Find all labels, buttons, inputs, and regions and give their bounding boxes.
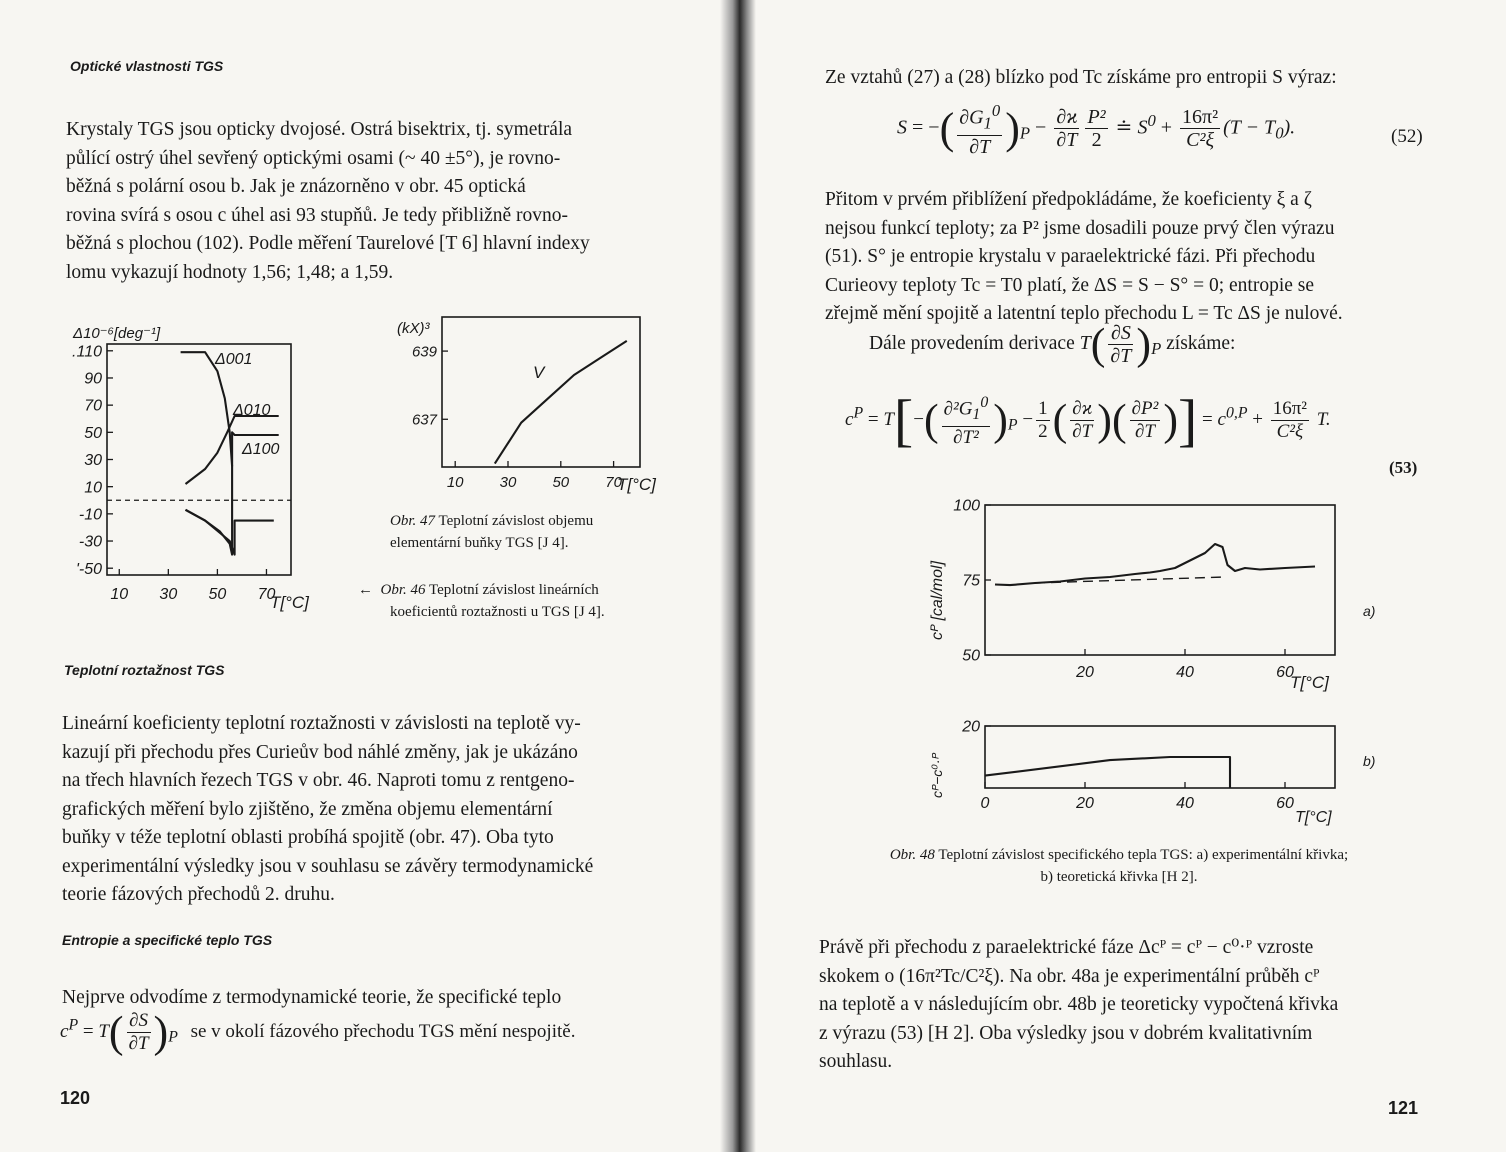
y-tick-label: 75 xyxy=(962,572,980,590)
paragraph-specific-heat xyxy=(819,934,1419,1077)
plot-frame xyxy=(107,344,291,575)
text-line: na teplotě a v následujícím obr. 48b je teoreticky vypočtená křivka xyxy=(819,994,1339,1015)
text-line: teorie fázových přechodů 2. druhu. xyxy=(62,884,335,905)
text-line: Právě při přechodu z paraelektrické fáze Δcᴾ = cᴾ − c⁰·ᴾ vzroste xyxy=(819,937,1314,958)
x-tick-label: 10 xyxy=(446,474,464,491)
caption-obr46 xyxy=(358,579,605,623)
x-tick-label: 50 xyxy=(552,474,570,491)
caption-number: Obr. 47 xyxy=(390,513,436,529)
chart-obr47 xyxy=(385,300,665,500)
intro-line: Ze vztahů (27) a (28) blízko pod Tc získáme pro entropii S výraz: xyxy=(825,67,1337,88)
chart47-xlabel: T[°C] xyxy=(617,475,656,494)
y-tick-label: 30 xyxy=(84,452,102,470)
equation-52: S = −( $\frac{\partial G_1^0}{\partial T}$ )$_P$ − $\frac{\partial ϰ}{\partial T}$ $\frac{\text{P²}}{2}$ ≐ $S^0$ + $\frac{\text{16π²}}{\text{C²ξ}}$ $(T - T_0)$. xyxy=(897,101,1296,158)
y-tick-label: '-50 xyxy=(75,560,102,578)
right-page xyxy=(735,0,1506,1152)
caption-text: Teplotní závislost objemu xyxy=(438,513,594,529)
chart48b-xlabel: T[°C] xyxy=(1295,809,1332,826)
text-line: běžná s polární osou b. Jak je znázorněno v obr. 45 optická xyxy=(66,176,526,197)
paragraph-entropy-assumptions xyxy=(825,186,1419,329)
chart46-ylabel: Δ10⁻⁶[deg⁻¹] xyxy=(73,325,161,342)
text-line: Nejprve odvodíme z termodynamické teorie, že specifické teplo xyxy=(62,987,562,1008)
text-line: zřejmě mění spojitě a latentní teplo přechodu L = Tc ΔS je nulové. xyxy=(825,303,1343,324)
chart-obr48b xyxy=(875,712,1395,832)
chart-obr46 xyxy=(55,300,355,620)
text-line: (51). S° je entropie krystalu v paraelektrické fázi. Při přechodu xyxy=(825,246,1316,267)
equation-number-52: (52) xyxy=(1391,126,1423,147)
series-label: V xyxy=(533,363,545,382)
y-tick-label: 50 xyxy=(962,647,980,665)
text-line: grafických měření bylo zjištěno, že změna objemu elementární xyxy=(62,798,553,820)
text-line: buňky v téže teplotní oblasti probíhá spojitě (obr. 47). Oba tyto xyxy=(62,827,554,848)
equation-number-53: (53) xyxy=(1389,458,1418,477)
text-line: nejsou funkcí teploty; za P² jsme dosadili pouze prvý člen výrazu xyxy=(825,217,1335,239)
running-head: Optické vlastnosti TGS xyxy=(70,58,224,74)
text-line: skokem o (16π²Tc/C²ξ). Na obr. 48a je experimentální průběh cᴾ xyxy=(819,965,1320,987)
derivace-line: Dále provedením derivace T( $\frac{\partial S}{\partial T}$ )$_P$ získáme: xyxy=(869,319,1236,369)
y-tick-label: 10 xyxy=(84,479,102,497)
x-tick-label: 70 xyxy=(257,586,276,603)
text-line: z výrazu (53) [H 2]. Oba výsledky jsou v dobrém kvalitativním xyxy=(819,1022,1313,1044)
y-tick-label: 637 xyxy=(411,411,437,429)
y-tick-label: 90 xyxy=(84,370,102,388)
text-line: Curieovy teploty Tc = T0 platí, že ΔS = S − S° = 0; entropie se xyxy=(825,274,1315,296)
text-line: lomu vykazují hodnoty 1,56; 1,48; a 1,59. xyxy=(66,261,394,283)
caption-obr47 xyxy=(390,510,593,554)
series-label: Δ001 xyxy=(215,351,253,368)
chart48a-panel-label: a) xyxy=(1363,603,1376,619)
chart48b-panel-label: b) xyxy=(1363,753,1376,769)
y-tick-label: 639 xyxy=(411,343,437,361)
x-tick-label: 30 xyxy=(499,474,517,491)
x-tick-label: 70 xyxy=(605,474,622,491)
x-tick-label: 10 xyxy=(110,586,129,603)
caption-obr48 xyxy=(819,844,1419,888)
paragraph-optical xyxy=(66,116,664,287)
x-tick-label: 60 xyxy=(1276,664,1294,681)
caption-text: Teplotní závislost lineárních xyxy=(429,582,599,598)
text-line: Krystaly TGS jsou opticky dvojosé. Ostrá bisektrix, tj. symetrála xyxy=(66,119,573,140)
y-tick-label: -30 xyxy=(78,533,102,551)
series-line-Δ001 xyxy=(181,352,233,466)
text-line: Dále provedením derivace xyxy=(869,333,1075,355)
page-number: 120 xyxy=(60,1088,91,1108)
equation-cp-definition: $c^P = T$( $\frac{\partial S}{\partial T}$ )$_P$ se v okolí fázového přechodu TGS mění nespojitě. xyxy=(60,1007,576,1057)
y-tick-label: 70 xyxy=(84,397,102,415)
arrow-left-icon: ← xyxy=(358,582,373,598)
y-tick-label: 100 xyxy=(953,497,980,515)
text-line: běžná s plochou (102). Podle měření Taurelové [T 6] hlavní indexy xyxy=(66,233,590,254)
text-line: na třech hlavních řezech TGS v obr. 46. Naproti tomu z rentgeno- xyxy=(62,770,575,791)
x-tick-label: 40 xyxy=(1176,664,1194,681)
text-line: Lineární koeficienty teplotní roztažnosti v závislosti na teplotě vy- xyxy=(62,713,581,734)
series-line-V xyxy=(495,341,627,464)
x-tick-label: 50 xyxy=(208,586,227,603)
caption-text: elementární buňky TGS [J 4]. xyxy=(390,535,569,551)
caption-number: Obr. 46 xyxy=(380,582,426,598)
caption-text: koeficientů roztažnosti u TGS [J 4]. xyxy=(390,604,605,620)
chart48a-ylabel: cᴾ [cal/mol] xyxy=(929,560,946,640)
left-page xyxy=(0,0,735,1152)
paragraph-expansion xyxy=(62,710,662,910)
x-tick-label: 40 xyxy=(1176,795,1194,812)
text-line: experimentální výsledky jsou v souhlasu se závěry termodynamické xyxy=(62,855,594,877)
paragraph-entropy xyxy=(62,984,662,1013)
plot-frame xyxy=(442,317,640,467)
caption-number: Obr. 48 xyxy=(889,847,935,863)
equation-53: $c^P = T[-$( $\frac{\partial^2G_1^0}{\text{∂T²}}$ )$_P$ − $\frac{1}{2}$ ( $\frac{\partial ϰ}{\partial T}$ )( $\frac{\text{∂P²}}{\partial T}$ )] = $c^{0,P}$ + $\frac{\text{16π²}}{\text{C²ξ}}$ T. xyxy=(845,387,1331,453)
chart48a-xlabel: T[°C] xyxy=(1290,673,1329,692)
text-line: souhlasu. xyxy=(819,1051,893,1072)
y-tick-label: -10 xyxy=(78,506,102,524)
x-tick-label: 30 xyxy=(159,586,178,603)
x-tick-label: 0 xyxy=(980,795,990,812)
series-label: Δ100 xyxy=(242,441,280,458)
text-line: Přitom v prvém přiblížení předpokládáme, že koeficienty ξ a ζ xyxy=(825,189,1312,210)
text-line: získáme: xyxy=(1166,333,1236,355)
caption-text: b) teoretická křivka [H 2]. xyxy=(1040,869,1198,885)
x-tick-label: 20 xyxy=(1076,795,1094,812)
series-line xyxy=(985,757,1230,788)
section-title-expansion: Teplotní roztažnost TGS xyxy=(64,662,225,678)
text-line: se v okolí fázového přechodu TGS mění nespojitě. xyxy=(190,1020,576,1042)
chart46-xlabel: T[°C] xyxy=(270,593,309,612)
chart48b-ylabel: cᴾ−c⁰·ᴾ xyxy=(929,753,945,798)
y-tick-label: 50 xyxy=(84,424,102,442)
caption-text: Teplotní závislost specifického tepla TGS: a) experimentální křivka; xyxy=(938,847,1349,863)
text-line: půlící ostrý úhel sevřený optickými osami (~ 40 ±5°), je rovno- xyxy=(66,147,561,169)
text-line: kazují při přechodu přes Curieův bod náhlé změny, jak je ukázáno xyxy=(62,741,578,763)
x-tick-label: 20 xyxy=(1076,664,1094,681)
chart-obr48a xyxy=(875,490,1395,700)
y-tick-label: 20 xyxy=(962,718,980,736)
plot-frame xyxy=(985,505,1335,655)
series-label: Δ010 xyxy=(233,402,271,419)
text-line: rovina svírá s osou c úhel asi 93 stupňů. Je tedy přibližně rovno- xyxy=(66,204,569,226)
page-number: 121 xyxy=(1388,1098,1419,1118)
chart47-ylabel: (kX)³ xyxy=(397,320,430,337)
section-title-entropy: Entropie a specifické teplo TGS xyxy=(62,932,273,948)
y-tick-label: .110 xyxy=(72,343,102,361)
x-tick-label: 60 xyxy=(1276,795,1294,812)
